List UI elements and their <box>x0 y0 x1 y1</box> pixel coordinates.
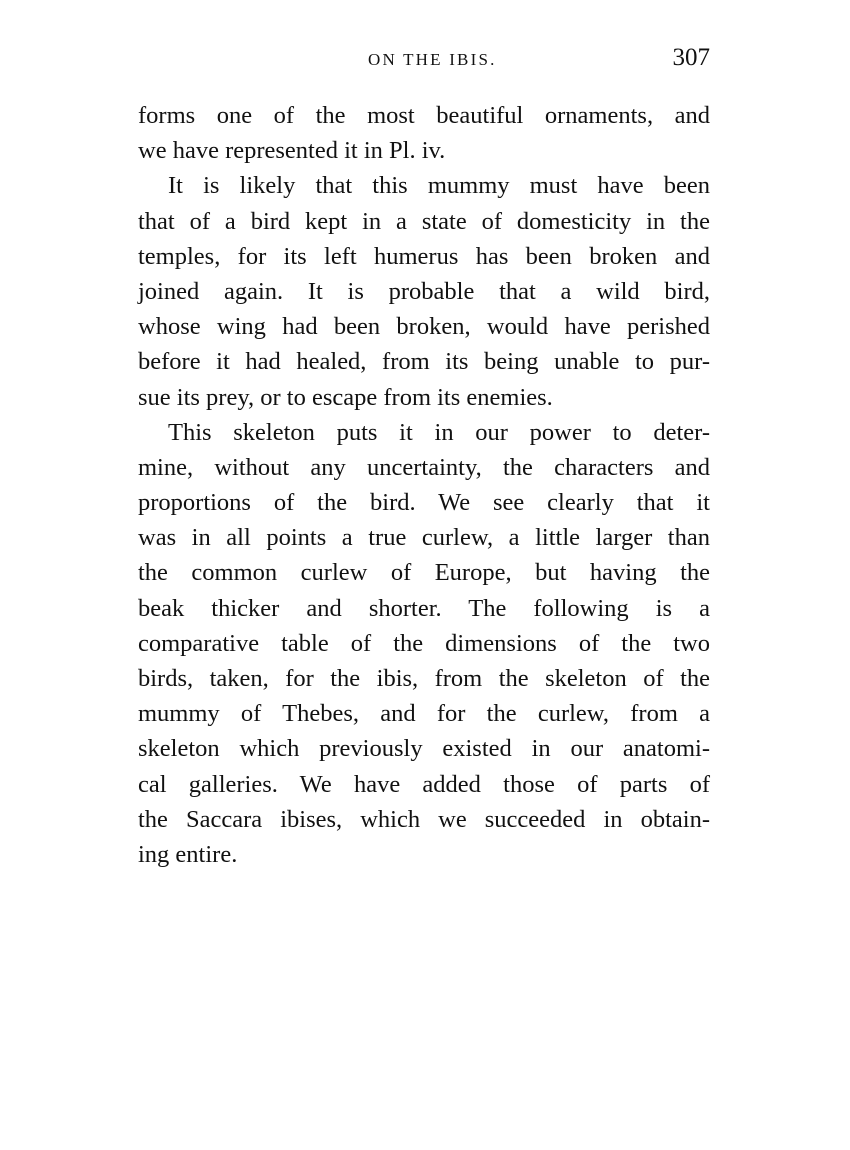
text-line: skeleton which previously existed in our anatomi- <box>138 735 710 763</box>
text-line: joined again. It is probable that a wild bird, <box>138 277 710 305</box>
text-line: mine, without any uncertainty, the characters and <box>138 453 710 481</box>
text-line: was in all points a true curlew, a little larger than <box>138 524 710 552</box>
text-line: before it had healed, from its being unable to pur- <box>138 348 710 376</box>
running-title: ON THE IBIS. <box>368 50 497 69</box>
paragraph-3 <box>138 415 710 872</box>
text-line: cal galleries. We have added those of parts of <box>138 770 710 798</box>
page-number: 307 <box>672 44 710 71</box>
text-line: mummy of Thebes, and for the curlew, from a <box>138 700 710 728</box>
text-line: we have represented it in Pl. iv. <box>138 137 446 165</box>
body-text <box>138 98 710 872</box>
text-line: birds, taken, for the ibis, from the skeleton of the <box>138 665 710 692</box>
text-line: the Saccara ibises, which we succeeded in obtain- <box>138 805 710 833</box>
text-line: proportions of the bird. We see clearly that it <box>138 489 710 517</box>
text-line: the common curlew of Europe, but having the <box>138 559 710 587</box>
text-line: sue its prey, or to escape from its enemies. <box>138 383 553 411</box>
text-line: beak thicker and shorter. The following is a <box>138 594 710 622</box>
paragraph-1 <box>138 98 710 168</box>
text-line: ing entire. <box>138 840 238 868</box>
text-line: comparative table of the dimensions of the two <box>138 629 710 657</box>
text-line: This skeleton puts it in our power to deter- <box>168 418 710 446</box>
text-line: whose wing had been broken, would have perished <box>138 313 710 341</box>
text-line: that of a bird kept in a state of domesticity in the <box>138 207 710 235</box>
paragraph-2 <box>138 168 710 414</box>
text-line: It is likely that this mummy must have been <box>168 172 710 200</box>
text-line: forms one of the most beautiful ornaments, and <box>138 102 710 129</box>
text-line: temples, for its left humerus has been broken and <box>138 242 710 270</box>
running-header <box>138 44 710 78</box>
